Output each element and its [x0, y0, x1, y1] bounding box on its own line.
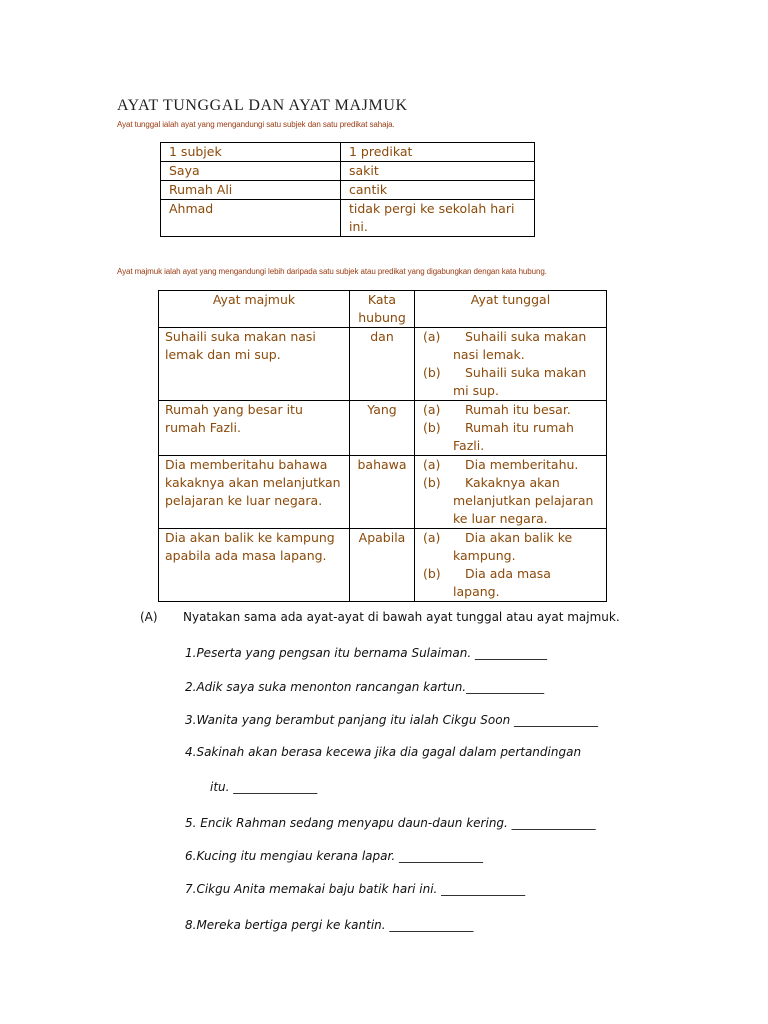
question-item: 1.Peserta yang pengsan itu bernama Sulaiman. ____________: [185, 646, 547, 660]
table-cell: bahawa: [350, 456, 415, 529]
table-row: [161, 143, 535, 162]
table-cell: Saya: [161, 162, 341, 181]
table-row: [161, 200, 535, 237]
table-cell: [415, 456, 607, 529]
list-item: [421, 328, 600, 364]
table-cell: 1 subjek: [161, 143, 341, 162]
table-header-row: [159, 291, 607, 328]
list-item: [421, 419, 600, 455]
table-cell: Yang: [350, 401, 415, 456]
question-item: 2.Adik saya suka menonton rancangan kartun._____________: [185, 680, 545, 694]
exercise-label: (A): [140, 610, 158, 624]
item-text: Rumah itu rumah Fazli.: [453, 420, 574, 453]
table-cell: [415, 401, 607, 456]
list-item: [421, 529, 600, 565]
question-item: 5. Encik Rahman sedang menyapu daun-daun kering. ______________: [185, 816, 596, 830]
question-item: 7.Cikgu Anita memakai baju batik hari ini. ______________: [185, 882, 526, 896]
item-text: Suhaili suka makan mi sup.: [453, 365, 587, 398]
table-ayat-tunggal: [160, 142, 535, 237]
table-row: [159, 529, 607, 602]
question-item: 6.Kucing itu mengiau kerana lapar. ______________: [185, 849, 483, 863]
table-cell: 1 predikat: [341, 143, 535, 162]
question-item: 3.Wanita yang berambut panjang itu ialah Cikgu Soon ______________: [185, 713, 599, 727]
column-header: Ayat majmuk: [159, 291, 350, 328]
table-row: [159, 328, 607, 401]
table-row: [161, 162, 535, 181]
table-cell: Dia akan balik ke kampung apabila ada masa lapang.: [159, 529, 350, 602]
column-header: Ayat tunggal: [415, 291, 607, 328]
definition-ayat-majmuk: Ayat majmuk ialah ayat yang mengandungi lebih daripada satu subjek atau predikat yang digabungkan dengan kata hubung.: [117, 267, 547, 276]
item-marker: (a): [423, 530, 441, 545]
item-text: Rumah itu besar.: [465, 402, 571, 417]
list-item: [421, 474, 600, 528]
question-item-continuation: itu. ______________: [210, 780, 318, 794]
list-item: [421, 456, 600, 474]
table-cell: Dia memberitahu bahawa kakaknya akan melanjutkan pelajaran ke luar negara.: [159, 456, 350, 529]
item-text: Dia ada masa lapang.: [453, 566, 551, 599]
column-header: Kata hubung: [350, 291, 415, 328]
table-row: [161, 181, 535, 200]
list-item: [421, 565, 600, 601]
exercise-instruction: Nyatakan sama ada ayat-ayat di bawah ayat tunggal atau ayat majmuk.: [183, 610, 620, 624]
item-marker: (a): [423, 402, 441, 417]
table-cell: [415, 529, 607, 602]
item-marker: (a): [423, 329, 441, 344]
definition-ayat-tunggal: Ayat tunggal ialah ayat yang mengandungi satu subjek dan satu predikat sahaja.: [117, 120, 395, 129]
table-cell: dan: [350, 328, 415, 401]
item-text: Dia memberitahu.: [465, 457, 579, 472]
list-item: [421, 364, 600, 400]
item-text: Dia akan balik ke kampung.: [453, 530, 573, 563]
item-marker: (b): [423, 420, 441, 435]
item-text: Kakaknya akan melanjutkan pelajaran ke luar negara.: [453, 475, 594, 526]
table-cell: Rumah yang besar itu rumah Fazli.: [159, 401, 350, 456]
item-marker: (b): [423, 365, 441, 380]
item-marker: (b): [423, 566, 441, 581]
table-cell: Ahmad: [161, 200, 341, 237]
item-marker: (a): [423, 457, 441, 472]
table-cell: Apabila: [350, 529, 415, 602]
table-cell: cantik: [341, 181, 535, 200]
table-cell: sakit: [341, 162, 535, 181]
question-item: 4.Sakinah akan berasa kecewa jika dia gagal dalam pertandingan: [185, 745, 582, 759]
item-text: Suhaili suka makan nasi lemak.: [453, 329, 587, 362]
table-cell: Rumah Ali: [161, 181, 341, 200]
table-cell: tidak pergi ke sekolah hari ini.: [341, 200, 535, 237]
table-ayat-majmuk: [158, 290, 607, 602]
table-cell: Suhaili suka makan nasi lemak dan mi sup.: [159, 328, 350, 401]
item-marker: (b): [423, 475, 441, 490]
table-cell: [415, 328, 607, 401]
table-row: [159, 401, 607, 456]
question-item: 8.Mereka bertiga pergi ke kantin. ______________: [185, 918, 474, 932]
page-title: AYAT TUNGGAL DAN AYAT MAJMUK: [117, 97, 408, 114]
list-item: [421, 401, 600, 419]
table-row: [159, 456, 607, 529]
